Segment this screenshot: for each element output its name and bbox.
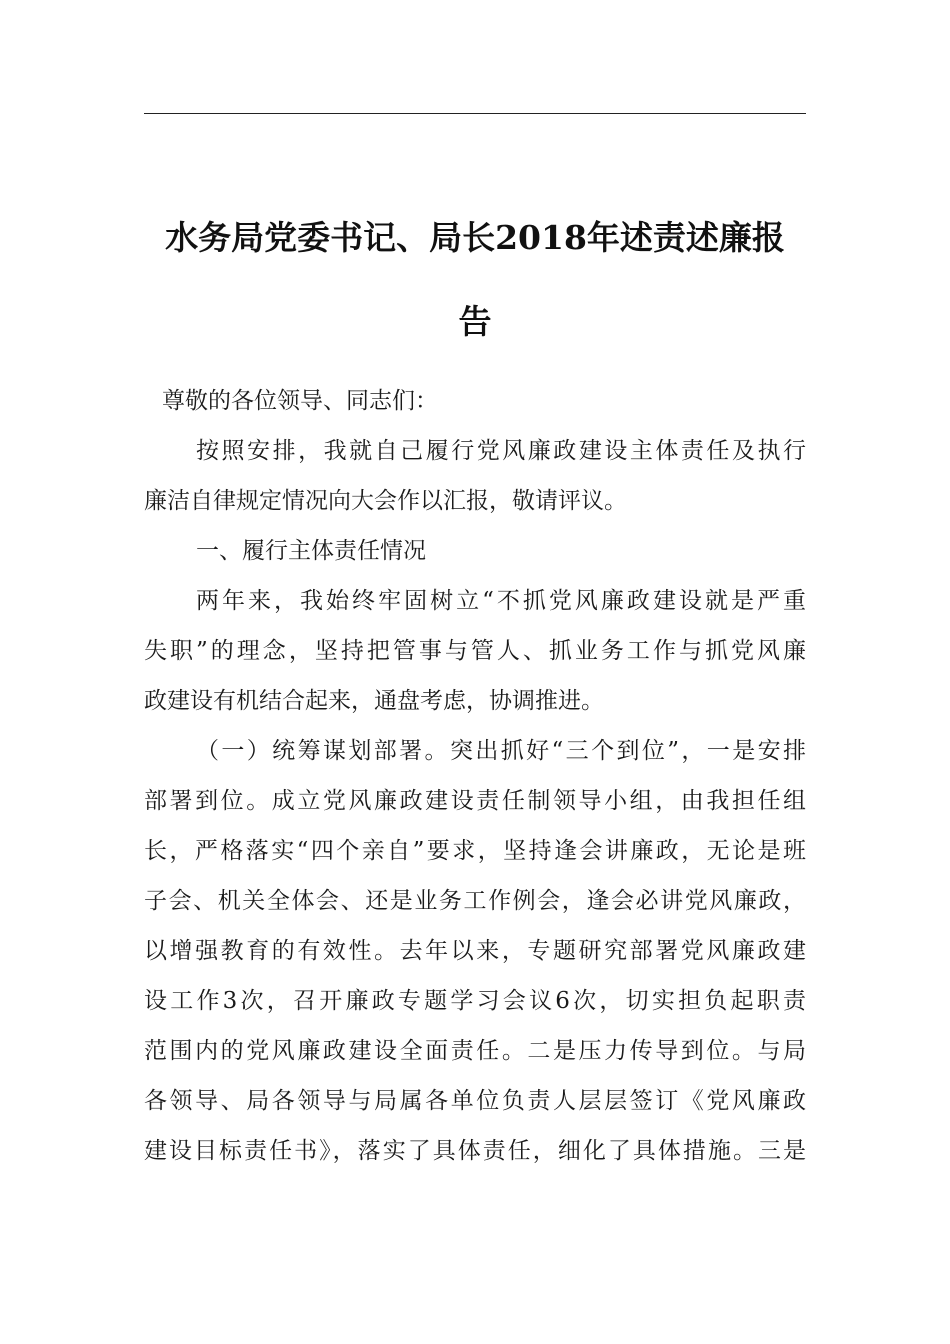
paragraph-line: 范围内的党风廉政建设全面责任。二是压力传导到位。与局 bbox=[144, 1038, 806, 1064]
paragraph-line: 廉洁自律规定情况向大会作以汇报，敬请评议。 bbox=[144, 488, 627, 514]
paragraph-line: 部署到位。成立党风廉政建设责任制领导小组，由我担任组 bbox=[144, 788, 806, 814]
paragraph-line: 各领导、局各领导与局属各单位负责人层层签订《党风廉政 bbox=[144, 1088, 806, 1114]
document-body bbox=[144, 376, 806, 1176]
paragraph-line: 两年来，我始终牢固树立“不抓党风廉政建设就是严重 bbox=[196, 588, 806, 614]
paragraph-line: 设工作3次，召开廉政专题学习会议6次，切实担负起职责 bbox=[144, 988, 806, 1014]
paragraph-line: 建设目标责任书》，落实了具体责任，细化了具体措施。三是 bbox=[144, 1138, 806, 1164]
title-line-1: 水务局党委书记、局长2018年述责述廉报 bbox=[165, 218, 785, 257]
salutation: 尊敬的各位领导、同志们： bbox=[162, 388, 438, 414]
document-title bbox=[144, 196, 806, 364]
paragraph-line: 子会、机关全体会、还是业务工作例会，逢会必讲党风廉政， bbox=[144, 888, 806, 914]
paragraph-line: 政建设有机结合起来，通盘考虑，协调推进。 bbox=[144, 688, 604, 714]
paragraph-line: 长，严格落实“四个亲自”要求，坚持逢会讲廉政，无论是班 bbox=[144, 838, 806, 864]
paragraph-line: （一）统筹谋划部署。突出抓好“三个到位”，一是安排 bbox=[196, 738, 806, 764]
section-heading: 一、履行主体责任情况 bbox=[196, 538, 426, 564]
title-line-2: 告 bbox=[458, 302, 492, 341]
header-rule bbox=[144, 113, 806, 114]
paragraph-line: 以增强教育的有效性。去年以来，专题研究部署党风廉政建 bbox=[144, 938, 806, 964]
paragraph-line: 按照安排，我就自己履行党风廉政建设主体责任及执行 bbox=[196, 438, 806, 464]
paragraph-line: 失职”的理念，坚持把管事与管人、抓业务工作与抓党风廉 bbox=[144, 638, 806, 664]
